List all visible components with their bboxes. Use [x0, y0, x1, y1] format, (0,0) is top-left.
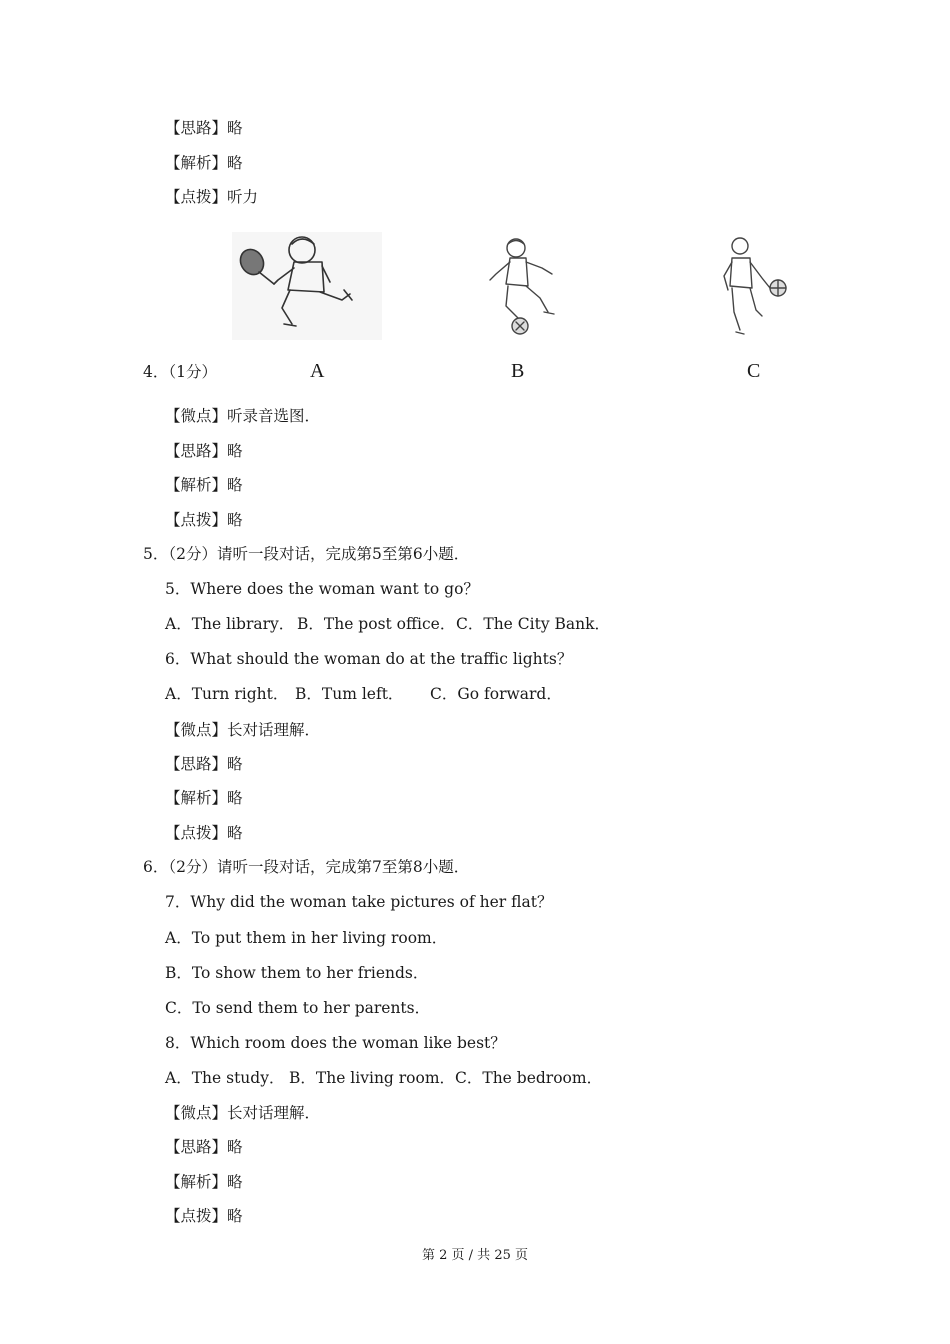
- q4-option-a: A: [310, 360, 325, 382]
- q6-jiexi: 【解析】略: [165, 1173, 243, 1191]
- q6-silu: 【思路】略: [165, 1138, 243, 1156]
- q5-jiexi: 【解析】略: [165, 789, 243, 807]
- tennis-player-icon: [232, 232, 382, 340]
- q6-sub7-option-c: C．To send them to her parents．: [165, 999, 431, 1017]
- q5-sub5-option-b: B．The post office．: [297, 615, 456, 633]
- q4-option-b: B: [511, 360, 525, 382]
- q5-sub6-text: 6．What should the woman do at the traffic lights？: [165, 650, 573, 668]
- q6-weidian: 【微点】长对话理解．: [165, 1104, 321, 1122]
- note-dianbo: 【点拨】听力: [165, 188, 259, 206]
- q5-dianbo: 【点拨】略: [165, 824, 243, 842]
- q6-sub8-option-b: B．The living room．: [289, 1069, 456, 1087]
- q6-sub8-option-c: C．The bedroom．: [455, 1069, 603, 1087]
- basketball-player-icon: [718, 232, 792, 340]
- q5-sub5-option-a: A．The library．: [165, 615, 295, 633]
- q4-jiexi: 【解析】略: [165, 476, 243, 494]
- q5-sub5-text: 5．Where does the woman want to go？: [165, 580, 479, 598]
- q6-sub8-text: 8．Which room does the woman like best？: [165, 1034, 506, 1052]
- note-jiexi: 【解析】略: [165, 154, 243, 172]
- q6-sub8-option-a: A．The study．: [165, 1069, 285, 1087]
- soccer-player-icon: [484, 234, 564, 338]
- q4-number: 4．（1分）: [143, 363, 217, 381]
- q6-dianbo: 【点拨】略: [165, 1207, 243, 1225]
- q5-header: 5．（2分）请听一段对话，完成第5至第6小题．: [143, 545, 470, 563]
- q6-sub7-text: 7．Why did the woman take pictures of her flat？: [165, 893, 553, 911]
- q6-sub7-option-b: B．To show them to her friends．: [165, 964, 429, 982]
- page-footer: 第 2 页 / 共 25 页: [422, 1248, 528, 1263]
- q5-weidian: 【微点】长对话理解．: [165, 721, 321, 739]
- q4-silu: 【思路】略: [165, 442, 243, 460]
- q5-sub5-option-c: C．The City Bank．: [456, 615, 611, 633]
- q4-option-c: C: [747, 360, 761, 382]
- q5-sub6-option-b: B．Tum left．: [295, 685, 404, 703]
- note-silu: 【思路】略: [165, 119, 243, 137]
- q5-sub6-option-a: A．Turn right．: [165, 685, 289, 703]
- q4-weidian: 【微点】听录音选图．: [165, 407, 321, 425]
- q5-sub6-option-c: C．Go forward．: [430, 685, 562, 703]
- q4-dianbo: 【点拨】略: [165, 511, 243, 529]
- q6-header: 6．（2分）请听一段对话，完成第7至第8小题．: [143, 858, 470, 876]
- q6-sub7-option-a: A．To put them in her living room．: [165, 929, 448, 947]
- q5-silu: 【思路】略: [165, 755, 243, 773]
